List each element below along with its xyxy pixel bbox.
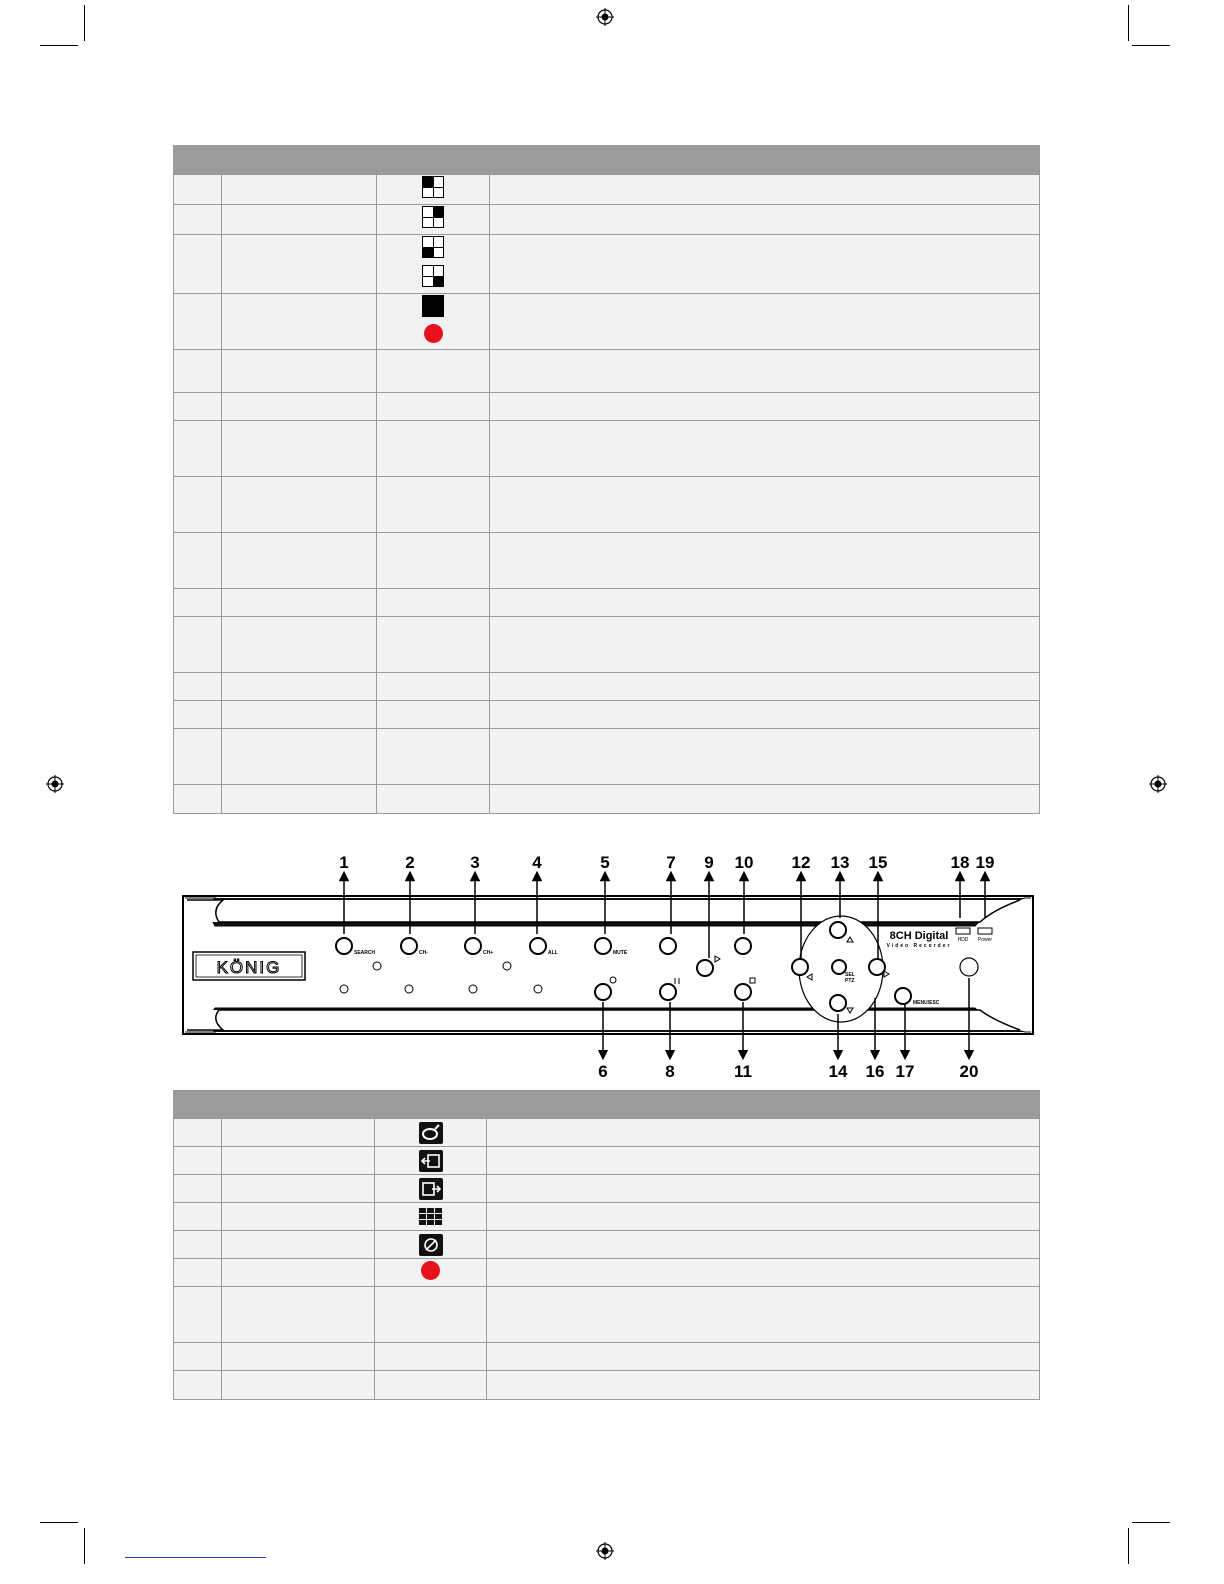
model-subtitle: Video Recorder <box>886 943 952 949</box>
callout-number: 6 <box>598 1062 608 1081</box>
table-row <box>174 393 1040 421</box>
table-row <box>174 477 1040 533</box>
callout-number: 1 <box>339 853 349 872</box>
callout-number: 19 <box>975 853 995 872</box>
indicator-hole <box>503 962 511 970</box>
table-row <box>174 175 1040 205</box>
table-row <box>174 1287 1040 1343</box>
channel-minus-icon <box>419 1150 443 1172</box>
table-row <box>174 673 1040 701</box>
table-row <box>174 589 1040 617</box>
crop-mark <box>84 5 85 41</box>
callout-number: 12 <box>791 853 811 872</box>
indicator-hole <box>340 985 348 993</box>
fast-forward-button[interactable] <box>735 938 751 954</box>
rewind-button[interactable] <box>660 938 676 954</box>
all-button[interactable] <box>530 938 546 954</box>
quad-view-icon <box>422 295 444 317</box>
indicator-hole <box>373 962 381 970</box>
stop-button[interactable] <box>735 984 751 1000</box>
crop-mark <box>1128 5 1129 41</box>
crop-mark <box>1132 1522 1170 1523</box>
table-header-row <box>174 1091 1040 1119</box>
table-row <box>174 1231 1040 1259</box>
registration-mark-icon <box>596 1542 614 1560</box>
all-label: ALL <box>548 950 558 956</box>
table-row <box>174 701 1040 729</box>
sel-ptz-button[interactable] <box>832 960 846 974</box>
callout-number: 2 <box>405 853 415 872</box>
mute-label: MUTE <box>613 950 628 956</box>
screen-quadrant-2-icon <box>422 206 444 228</box>
remote-buttons-table <box>173 145 1040 814</box>
callout-number: 11 <box>734 1062 752 1081</box>
table-row <box>174 1371 1040 1400</box>
callout-number: 13 <box>830 853 850 872</box>
registration-mark-icon <box>46 775 64 793</box>
ch-minus-button[interactable] <box>401 938 417 954</box>
crop-mark <box>1132 45 1170 46</box>
left-button[interactable] <box>792 959 808 975</box>
sel-label: SEL <box>845 972 855 978</box>
crop-mark <box>1128 1528 1129 1564</box>
table-row <box>174 617 1040 673</box>
front-panel-buttons-table <box>173 1090 1040 1400</box>
screen-quadrant-4-icon <box>422 265 444 287</box>
hdd-led-label: HDD <box>957 937 969 943</box>
ch-minus-label: CH- <box>419 950 428 956</box>
channel-plus-icon <box>419 1178 443 1200</box>
table-row <box>174 1203 1040 1231</box>
menu-esc-button[interactable] <box>895 988 911 1004</box>
table-row <box>174 205 1040 235</box>
model-name: 8CH Digital <box>889 930 949 942</box>
record-button[interactable] <box>595 984 611 1000</box>
all-channels-icon <box>419 1206 443 1228</box>
indicator-hole <box>469 985 477 993</box>
callout-number: 15 <box>868 853 888 872</box>
search-label: SEARCH <box>354 950 376 956</box>
registration-mark-icon <box>596 8 614 26</box>
record-icon <box>421 1261 440 1280</box>
callout-number: 10 <box>734 853 754 872</box>
table-row <box>174 533 1040 589</box>
up-button[interactable] <box>830 922 846 938</box>
ptz-label: PTZ <box>845 978 855 984</box>
indicator-hole <box>405 985 413 993</box>
callout-number: 18 <box>950 853 970 872</box>
table-row <box>174 785 1040 814</box>
callout-number: 16 <box>865 1062 885 1081</box>
table-header-row <box>174 146 1040 175</box>
table-row <box>174 294 1040 350</box>
down-button[interactable] <box>830 995 846 1011</box>
crop-mark <box>40 1522 78 1523</box>
table-row <box>174 1259 1040 1287</box>
ch-plus-button[interactable] <box>465 938 481 954</box>
screen-quadrant-1-icon <box>422 176 444 198</box>
table-row <box>174 1147 1040 1175</box>
table-row <box>174 235 1040 294</box>
footer-link-line <box>125 1557 266 1558</box>
power-led-label: Power <box>977 937 993 943</box>
power-led <box>978 928 992 934</box>
hdd-led <box>956 928 970 934</box>
callout-number: 4 <box>532 853 542 872</box>
callout-number: 17 <box>895 1062 915 1081</box>
table-row <box>174 421 1040 477</box>
table-row <box>174 1175 1040 1203</box>
screen-quadrant-3-icon <box>422 236 444 258</box>
callout-number: 14 <box>828 1062 848 1081</box>
pause-button[interactable] <box>660 984 676 1000</box>
mute-button[interactable] <box>595 938 611 954</box>
ch-plus-label: CH+ <box>483 950 494 956</box>
brand-logo: KÖNIG <box>216 958 282 977</box>
table-row <box>174 350 1040 393</box>
table-row <box>174 1119 1040 1147</box>
table-row <box>174 729 1040 785</box>
menu-esc-label: MENU/ESC <box>913 1000 940 1006</box>
indicator-hole <box>534 985 542 993</box>
callout-number: 5 <box>600 853 610 872</box>
search-button[interactable] <box>336 938 352 954</box>
callout-number: 7 <box>666 853 676 872</box>
search-icon <box>419 1122 443 1144</box>
crop-mark <box>40 45 78 46</box>
play-button[interactable] <box>697 960 713 976</box>
table-row <box>174 1343 1040 1371</box>
callout-number: 9 <box>704 853 714 872</box>
callout-number: 20 <box>959 1062 979 1081</box>
ir-receiver <box>960 958 978 976</box>
front-panel-diagram <box>175 848 1045 1083</box>
crop-mark <box>84 1528 85 1564</box>
registration-mark-icon <box>1149 775 1167 793</box>
record-icon <box>424 324 443 343</box>
callout-number: 3 <box>470 853 480 872</box>
callout-number: 8 <box>665 1062 675 1081</box>
mute-icon <box>419 1234 443 1256</box>
right-button[interactable] <box>869 959 885 975</box>
